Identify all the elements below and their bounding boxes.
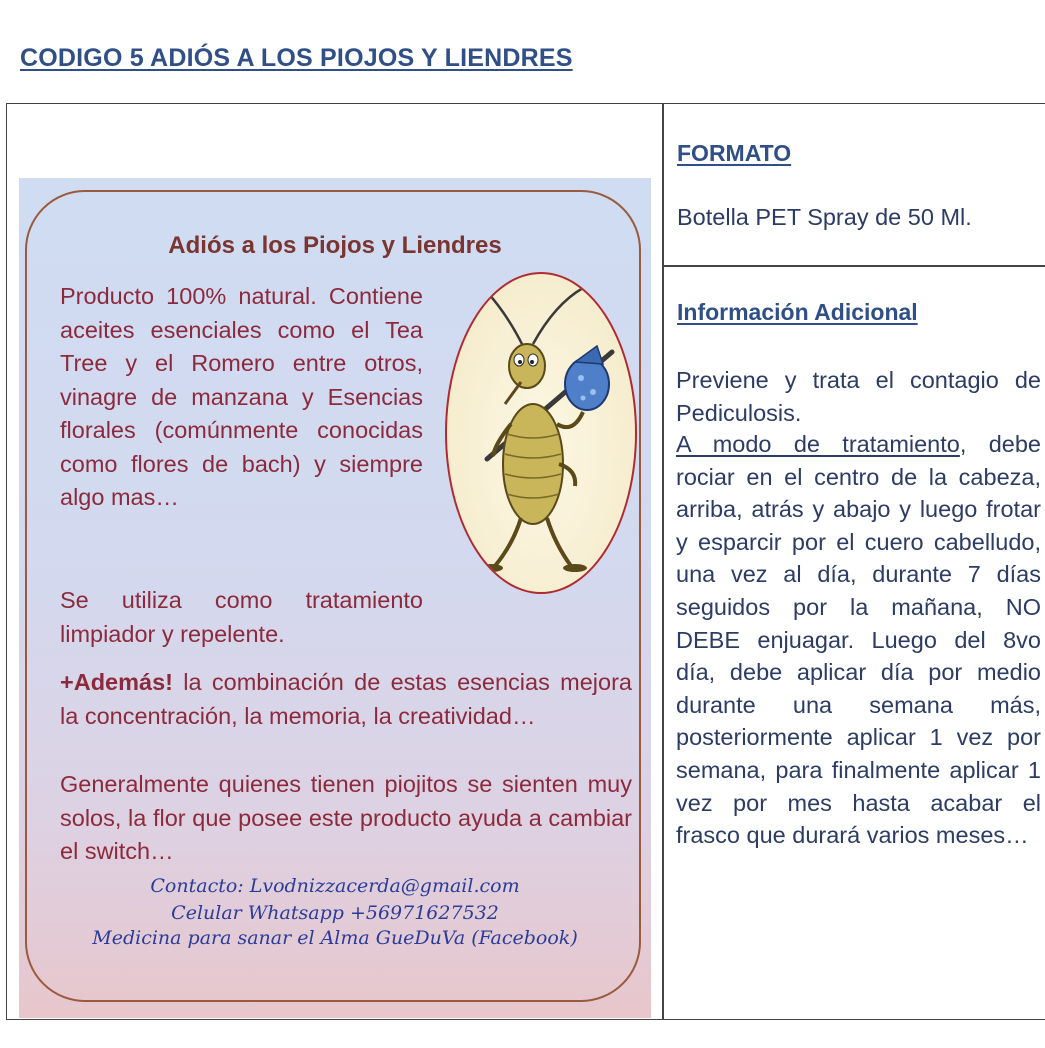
treatment-body: , debe rociar en el centro de la cabeza, arriba, atrás y abajo y luego frotar y esparcir por el cuero cabelludo, una vez al día, durante 7 días seguidos por la mañana, NO DEBE enjuagar. Luego del 8vo día, debe aplicar día por medio durante una semana más, posteriormente aplicar 1 vez por semana, para finalmente aplicar 1 vez por mes hasta acabar el frasco que durará varios meses… — [676, 431, 1041, 849]
card-paragraph-emotional: Generalmente quienes tienen piojitos se sienten muy solos, la flor que posee este producto ayuda a cambiar el switch… — [60, 771, 632, 864]
contact-email: Contacto: Lvodnizzacerda@gmail.com — [150, 875, 520, 897]
louse-illustration — [445, 272, 637, 594]
louse-with-bindle-icon — [447, 274, 637, 594]
card-paragraph-usage: Se utiliza como tratamiento limpiador y repelente. — [60, 587, 423, 647]
info-heading: Información Adicional — [677, 299, 918, 325]
info-treatment-text — [676, 428, 1041, 852]
info-line-prevention: Previene y trata el contagio de Pediculosis. — [676, 367, 1041, 426]
contact-phone: Celular Whatsapp +56971627532 — [171, 902, 499, 924]
row-divider — [662, 265, 1045, 267]
formato-text: Botella PET Spray de 50 Ml. — [677, 204, 972, 230]
contact-facebook: Medicina para sanar el Alma GueDuVa (Facebook) — [92, 927, 578, 949]
card-paragraph-benefits — [60, 666, 632, 733]
benefits-lead: +Además! — [60, 669, 173, 695]
card-title: Adiós a los Piojos y Liendres — [168, 232, 502, 259]
formato-heading: FORMATO — [677, 140, 792, 166]
benefits-text: la combinación de estas esencias mejora la concentración, la memoria, la creatividad… — [60, 669, 632, 729]
document-title: CODIGO 5 ADIÓS A LOS PIOJOS Y LIENDRES — [20, 44, 573, 72]
column-divider — [662, 103, 664, 1020]
treatment-lead: A modo de tratamiento — [676, 431, 960, 457]
product-card — [19, 178, 651, 1018]
card-paragraph-ingredients: Producto 100% natural. Contiene aceites esenciales como el Tea Tree y el Romero entre otros, vinagre de manzana y Esencias florales (comúnmente conocidas como flores de bach) y siempre algo mas… — [60, 283, 423, 510]
